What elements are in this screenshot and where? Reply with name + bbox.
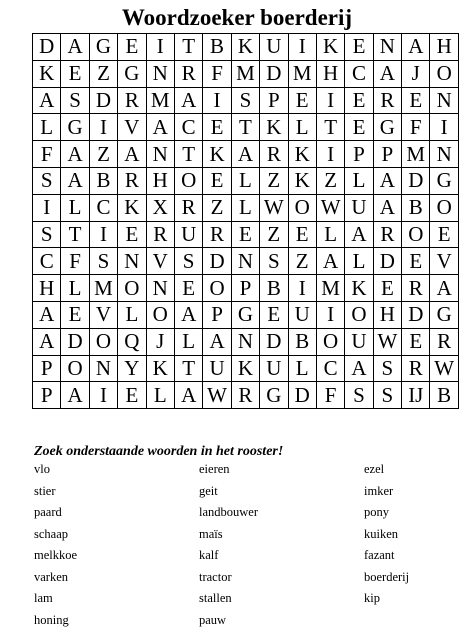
grid-cell[interactable]: Z (316, 167, 344, 194)
grid-cell[interactable]: E (61, 60, 89, 87)
word-item: paard (34, 505, 62, 519)
grid-cell[interactable]: N (231, 328, 259, 355)
grid-cell[interactable]: G (231, 301, 259, 328)
grid-cell[interactable]: N (373, 34, 401, 61)
grid-cell[interactable]: I (288, 275, 316, 302)
grid-cell[interactable]: A (402, 34, 430, 61)
grid-cell[interactable]: R (373, 221, 401, 248)
grid-cell[interactable]: V (430, 248, 458, 275)
grid-cell[interactable]: I (288, 34, 316, 61)
grid-cell[interactable]: O (146, 301, 174, 328)
grid-cell[interactable]: F (316, 382, 344, 409)
letter-grid (32, 33, 459, 409)
grid-row (33, 275, 459, 302)
grid-cell[interactable]: Z (203, 194, 231, 221)
grid-cell[interactable]: K (345, 275, 373, 302)
grid-cell[interactable]: L (61, 275, 89, 302)
grid-cell[interactable]: N (146, 275, 174, 302)
grid-cell[interactable]: O (118, 275, 146, 302)
grid-cell[interactable]: N (430, 87, 458, 114)
grid-cell[interactable]: O (288, 194, 316, 221)
grid-cell[interactable]: D (260, 60, 288, 87)
grid-cell[interactable]: D (61, 328, 89, 355)
grid-cell[interactable]: N (430, 141, 458, 168)
grid-cell[interactable]: M (146, 87, 174, 114)
grid-cell[interactable]: L (33, 114, 61, 141)
grid-cell[interactable]: K (316, 34, 344, 61)
grid-cell[interactable]: O (89, 328, 117, 355)
grid-cell[interactable]: S (61, 87, 89, 114)
grid-cell[interactable]: B (288, 328, 316, 355)
grid-cell[interactable]: S (373, 355, 401, 382)
grid-cell[interactable]: A (33, 328, 61, 355)
grid-cell[interactable]: R (402, 355, 430, 382)
grid-cell[interactable]: E (203, 167, 231, 194)
grid-cell[interactable]: A (61, 167, 89, 194)
grid-cell[interactable]: O (174, 167, 202, 194)
word-item: stallen (199, 591, 232, 605)
grid-cell[interactable]: I (430, 114, 458, 141)
grid-cell[interactable]: H (316, 60, 344, 87)
grid-row (33, 34, 459, 61)
grid-cell[interactable]: E (118, 34, 146, 61)
grid-cell[interactable]: R (118, 87, 146, 114)
grid-cell[interactable]: A (373, 194, 401, 221)
grid-cell[interactable]: N (146, 141, 174, 168)
grid-cell[interactable]: Z (288, 248, 316, 275)
grid-cell[interactable]: A (61, 141, 89, 168)
grid-cell[interactable]: N (89, 355, 117, 382)
grid-cell[interactable]: R (373, 87, 401, 114)
word-column-1 (34, 461, 77, 633)
grid-cell[interactable]: U (345, 194, 373, 221)
grid-cell[interactable]: A (345, 355, 373, 382)
grid-cell[interactable]: M (231, 60, 259, 87)
grid-cell[interactable]: H (33, 275, 61, 302)
grid-cell[interactable]: E (174, 275, 202, 302)
grid-cell[interactable]: K (231, 34, 259, 61)
grid-cell[interactable]: H (373, 301, 401, 328)
grid-cell[interactable]: A (146, 114, 174, 141)
instruction-text: Zoek onderstaande woorden in het rooster! (34, 444, 284, 459)
grid-cell[interactable]: J (146, 328, 174, 355)
grid-row (33, 194, 459, 221)
grid-cell[interactable]: IJ (402, 382, 430, 409)
word-item: honing (34, 612, 69, 627)
grid-cell[interactable]: T (174, 355, 202, 382)
grid-cell[interactable]: K (33, 60, 61, 87)
grid-cell[interactable]: E (203, 114, 231, 141)
grid-cell[interactable]: D (33, 34, 61, 61)
grid-cell[interactable]: R (118, 167, 146, 194)
word-item: landbouwer (199, 505, 259, 519)
grid-cell[interactable]: B (203, 34, 231, 61)
word-item: pauw (199, 612, 227, 627)
word-item: kip (364, 591, 380, 605)
grid-cell[interactable]: S (174, 248, 202, 275)
grid-cell[interactable]: I (316, 141, 344, 168)
grid-cell[interactable]: K (231, 355, 259, 382)
grid-row (33, 87, 459, 114)
grid-cell[interactable]: T (174, 141, 202, 168)
grid-cell[interactable]: Z (260, 221, 288, 248)
grid-cell[interactable]: A (61, 382, 89, 409)
grid-cell[interactable]: K (146, 355, 174, 382)
grid-cell[interactable]: A (33, 87, 61, 114)
grid-cell[interactable]: U (260, 34, 288, 61)
grid-cell[interactable]: R (174, 60, 202, 87)
word-item: vlo (34, 462, 50, 476)
grid-cell[interactable]: Z (89, 60, 117, 87)
word-item: maïs (199, 526, 223, 541)
grid-cell[interactable]: A (231, 141, 259, 168)
grid-cell[interactable]: A (203, 328, 231, 355)
grid-cell[interactable]: R (146, 221, 174, 248)
grid-cell[interactable]: G (373, 114, 401, 141)
word-item: tractor (199, 569, 232, 584)
grid-cell[interactable]: R (231, 382, 259, 409)
grid-cell[interactable]: A (316, 248, 344, 275)
grid-cell[interactable]: A (345, 221, 373, 248)
grid-cell[interactable]: R (203, 221, 231, 248)
grid-row (33, 301, 459, 328)
grid-cell[interactable]: P (373, 141, 401, 168)
grid-cell[interactable]: W (203, 382, 231, 409)
grid-cell[interactable]: A (61, 34, 89, 61)
grid-cell[interactable]: D (402, 167, 430, 194)
word-item: kuiken (364, 526, 399, 541)
grid-cell[interactable]: G (118, 60, 146, 87)
grid-cell[interactable]: G (89, 34, 117, 61)
grid-cell[interactable]: R (402, 275, 430, 302)
grid-cell[interactable]: P (260, 87, 288, 114)
grid-cell[interactable]: I (89, 114, 117, 141)
grid-cell[interactable]: N (118, 248, 146, 275)
grid-cell[interactable]: U (260, 355, 288, 382)
grid-cell[interactable]: E (345, 87, 373, 114)
grid-row (33, 114, 459, 141)
grid-cell[interactable]: K (260, 114, 288, 141)
grid-cell[interactable]: E (118, 221, 146, 248)
grid-cell[interactable]: L (288, 355, 316, 382)
grid-cell[interactable]: L (61, 194, 89, 221)
grid-cell[interactable]: I (203, 87, 231, 114)
grid-cell[interactable]: L (345, 167, 373, 194)
grid-cell[interactable]: D (288, 382, 316, 409)
grid-row (33, 382, 459, 409)
grid-cell[interactable]: E (345, 114, 373, 141)
grid-cell[interactable]: M (316, 275, 344, 302)
grid-cell[interactable]: T (174, 34, 202, 61)
grid-cell[interactable]: L (174, 328, 202, 355)
word-item: schaap (34, 526, 69, 541)
grid-cell[interactable]: J (402, 60, 430, 87)
grid-cell[interactable]: F (203, 60, 231, 87)
word-item: geit (199, 483, 218, 498)
grid-cell[interactable]: Z (260, 167, 288, 194)
grid-cell[interactable]: O (430, 60, 458, 87)
grid-cell[interactable]: I (89, 382, 117, 409)
word-item: ezel (364, 462, 385, 476)
grid-cell[interactable]: C (33, 248, 61, 275)
grid-row (33, 248, 459, 275)
grid-cell[interactable]: R (174, 194, 202, 221)
grid-cell[interactable]: L (345, 248, 373, 275)
word-column-3 (364, 461, 409, 612)
grid-cell[interactable]: L (231, 167, 259, 194)
word-item: kalf (199, 548, 219, 562)
grid-cell[interactable]: W (430, 355, 458, 382)
word-item: eieren (199, 462, 230, 476)
grid-cell[interactable]: G (430, 301, 458, 328)
grid-cell[interactable]: T (231, 114, 259, 141)
grid-cell[interactable]: O (316, 328, 344, 355)
grid-cell[interactable]: C (89, 194, 117, 221)
grid-cell[interactable]: R (430, 328, 458, 355)
grid-cell[interactable]: L (146, 382, 174, 409)
grid-cell[interactable]: C (174, 114, 202, 141)
grid-cell[interactable]: D (203, 248, 231, 275)
grid-cell[interactable]: E (288, 87, 316, 114)
grid-cell[interactable]: E (260, 301, 288, 328)
grid-cell[interactable]: A (373, 167, 401, 194)
grid-cell[interactable]: E (288, 221, 316, 248)
grid-row (33, 60, 459, 87)
word-item: pony (364, 505, 389, 519)
grid-cell[interactable]: B (402, 194, 430, 221)
grid-cell[interactable]: A (118, 141, 146, 168)
grid-cell[interactable]: K (118, 194, 146, 221)
grid-cell[interactable]: E (373, 275, 401, 302)
grid-cell[interactable]: D (373, 248, 401, 275)
grid-cell[interactable]: S (373, 382, 401, 409)
grid-cell[interactable]: A (33, 301, 61, 328)
grid-cell[interactable]: W (373, 328, 401, 355)
grid-cell[interactable]: O (402, 221, 430, 248)
grid-cell[interactable]: E (402, 87, 430, 114)
grid-cell[interactable]: U (345, 328, 373, 355)
word-item: imker (364, 483, 394, 498)
word-column-2 (199, 461, 258, 633)
grid-cell[interactable]: U (288, 301, 316, 328)
grid-cell[interactable]: W (260, 194, 288, 221)
grid-cell[interactable]: R (260, 141, 288, 168)
grid-cell[interactable]: E (118, 382, 146, 409)
word-item: melkkoe (34, 548, 78, 562)
grid-cell[interactable]: L (316, 221, 344, 248)
grid-cell[interactable]: L (118, 301, 146, 328)
grid-cell[interactable]: A (373, 60, 401, 87)
grid-cell[interactable]: I (33, 194, 61, 221)
grid-cell[interactable]: D (402, 301, 430, 328)
grid-cell[interactable]: P (33, 355, 61, 382)
grid-cell[interactable]: S (260, 248, 288, 275)
grid-cell[interactable]: B (260, 275, 288, 302)
grid-cell[interactable]: N (231, 248, 259, 275)
grid-cell[interactable]: S (33, 167, 61, 194)
grid-cell[interactable]: B (89, 167, 117, 194)
grid-cell[interactable]: S (89, 248, 117, 275)
grid-cell[interactable]: P (33, 382, 61, 409)
grid-cell[interactable]: D (260, 328, 288, 355)
grid-cell[interactable]: U (203, 355, 231, 382)
grid-cell[interactable]: I (316, 87, 344, 114)
grid-cell[interactable]: E (61, 301, 89, 328)
word-item: varken (34, 569, 69, 584)
grid-cell[interactable]: V (118, 114, 146, 141)
grid-cell[interactable]: A (430, 275, 458, 302)
grid-cell[interactable]: U (174, 221, 202, 248)
grid-row (33, 355, 459, 382)
grid-row (33, 328, 459, 355)
grid-cell[interactable]: M (402, 141, 430, 168)
grid-row (33, 167, 459, 194)
grid-cell[interactable]: F (61, 248, 89, 275)
grid-cell[interactable]: V (89, 301, 117, 328)
grid-cell[interactable]: E (402, 248, 430, 275)
word-item: stier (34, 483, 56, 498)
grid-cell[interactable]: I (146, 34, 174, 61)
grid-cell[interactable]: E (345, 34, 373, 61)
grid-cell[interactable]: X (146, 194, 174, 221)
grid-cell[interactable]: E (430, 221, 458, 248)
grid-cell[interactable]: K (203, 141, 231, 168)
grid-cell[interactable]: D (89, 87, 117, 114)
grid-cell[interactable]: W (316, 194, 344, 221)
grid-cell[interactable]: M (288, 60, 316, 87)
grid-cell[interactable]: G (61, 114, 89, 141)
grid-cell[interactable]: I (89, 221, 117, 248)
grid-cell[interactable]: G (260, 382, 288, 409)
grid-cell[interactable]: Q (118, 328, 146, 355)
grid-cell[interactable]: K (288, 141, 316, 168)
grid-cell[interactable]: L (231, 194, 259, 221)
grid-cell[interactable]: V (146, 248, 174, 275)
grid-cell[interactable]: L (288, 114, 316, 141)
grid-cell[interactable]: N (146, 60, 174, 87)
grid-cell[interactable]: F (402, 114, 430, 141)
word-item: lam (34, 591, 53, 605)
grid-cell[interactable]: S (33, 221, 61, 248)
grid-cell[interactable]: S (345, 382, 373, 409)
grid-cell[interactable]: G (430, 167, 458, 194)
puzzle-title: Woordzoeker boerderij (121, 5, 353, 30)
grid-cell[interactable]: T (316, 114, 344, 141)
grid-row (33, 221, 459, 248)
grid-cell[interactable]: P (203, 301, 231, 328)
grid-cell[interactable]: C (316, 355, 344, 382)
grid-cell[interactable]: F (33, 141, 61, 168)
grid-cell[interactable]: B (430, 382, 458, 409)
grid-cell[interactable]: P (345, 141, 373, 168)
grid-cell[interactable]: O (203, 275, 231, 302)
grid-cell[interactable]: A (174, 87, 202, 114)
grid-cell[interactable]: E (402, 328, 430, 355)
grid-row (33, 141, 459, 168)
grid-cell[interactable]: I (316, 301, 344, 328)
grid-cell[interactable]: K (288, 167, 316, 194)
grid-cell[interactable]: E (231, 221, 259, 248)
grid-cell[interactable]: C (345, 60, 373, 87)
grid-cell[interactable]: O (430, 194, 458, 221)
grid-cell[interactable]: A (174, 301, 202, 328)
grid-cell[interactable]: H (146, 167, 174, 194)
grid-cell[interactable]: H (430, 34, 458, 61)
grid-cell[interactable]: T (61, 221, 89, 248)
grid-cell[interactable]: A (174, 382, 202, 409)
grid-cell[interactable]: Y (118, 355, 146, 382)
word-item: boerderij (364, 569, 410, 584)
grid-cell[interactable]: M (89, 275, 117, 302)
word-item: fazant (364, 548, 395, 562)
grid-cell[interactable]: Z (89, 141, 117, 168)
grid-cell[interactable]: S (231, 87, 259, 114)
grid-cell[interactable]: O (61, 355, 89, 382)
grid-cell[interactable]: P (231, 275, 259, 302)
grid-cell[interactable]: O (345, 301, 373, 328)
